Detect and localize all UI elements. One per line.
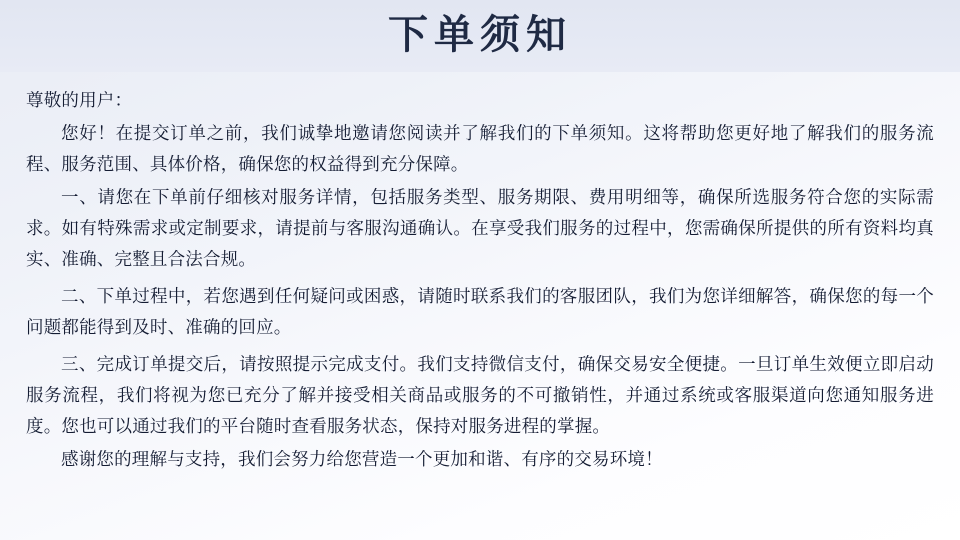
document-body bbox=[0, 72, 960, 540]
paragraph-item-3: 三、完成订单提交后，请按照提示完成支付。我们支持微信支付，确保交易安全便捷。一旦订单生效便立即启动服务流程，我们将视为您已充分了解并接受相关商品或服务的不可撤销性，并通过系统或客服渠道向您通知服务进度。您也可以通过我们的平台随时查看服务状态，保持对服务进程的掌握。 bbox=[26, 355, 934, 437]
page-title: 下单须知 bbox=[388, 11, 572, 58]
paragraph-intro: 您好！在提交订单之前，我们诚挚地邀请您阅读并了解我们的下单须知。这将帮助您更好地了解我们的服务流程、服务范围、具体价格，确保您的权益得到充分保障。 bbox=[26, 124, 934, 175]
paragraph-item-2: 二、下单过程中，若您遇到任何疑问或困惑，请随时联系我们的客服团队，我们为您详细解答，确保您的每一个问题都能得到及时、准确的回应。 bbox=[26, 287, 934, 338]
paragraph-closing: 感谢您的理解与支持，我们会努力给您营造一个更加和谐、有序的交易环境！ bbox=[61, 450, 663, 470]
paragraph-item-1: 一、请您在下单前仔细核对服务详情，包括服务类型、服务期限、费用明细等，确保所选服务符合您的实际需求。如有特殊需求或定制要求，请提前与客服沟通确认。在享受我们服务的过程中，您需确保所提供的所有资料均真实、准确、完整且合法合规。 bbox=[26, 188, 934, 270]
salutation: 尊敬的用户： bbox=[26, 91, 133, 111]
